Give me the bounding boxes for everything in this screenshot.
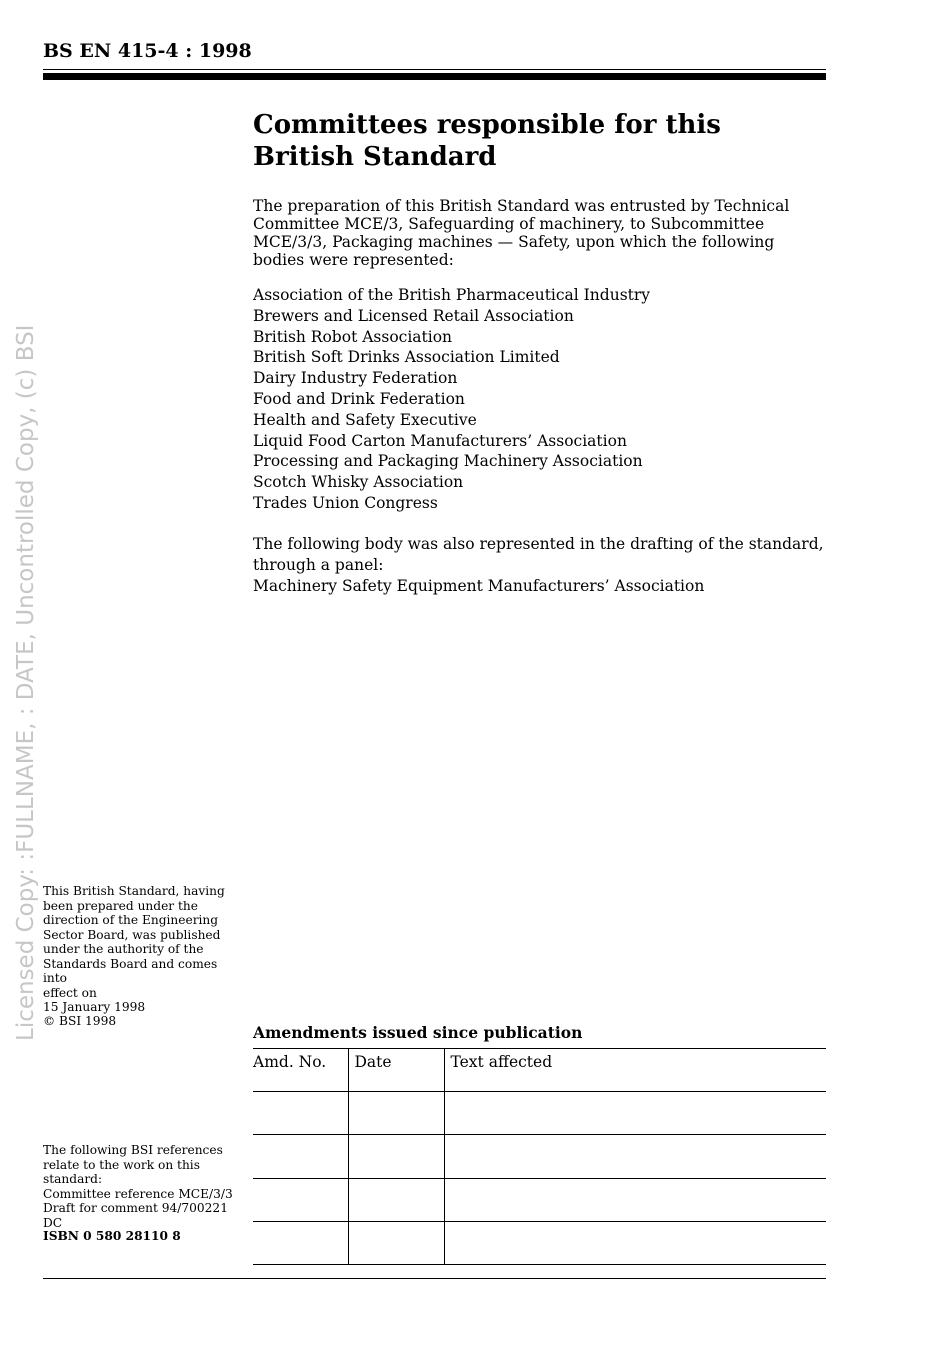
table-cell <box>348 1221 444 1264</box>
represented-bodies-list <box>253 285 650 514</box>
list-item: Dairy Industry Federation <box>253 369 458 388</box>
publication-line: under the authority of the <box>43 942 204 956</box>
list-item: Brewers and Licensed Retail Association <box>253 306 574 325</box>
title-line: Committees responsible for this <box>253 110 721 140</box>
publication-line: Standards Board and comes into <box>43 956 218 985</box>
column-header-text-affected: Text affected <box>444 1049 826 1092</box>
title-line: British Standard <box>253 142 497 172</box>
table-cell <box>253 1092 348 1135</box>
list-item: British Soft Drinks Association Limited <box>253 348 560 367</box>
publication-line: 15 January 1998 <box>43 1000 146 1014</box>
list-item: Health and Safety Executive <box>253 410 477 429</box>
footer-rule <box>43 1278 826 1279</box>
table-cell <box>444 1178 826 1221</box>
table-cell <box>253 1221 348 1264</box>
table-row <box>253 1221 826 1264</box>
table-cell <box>348 1135 444 1178</box>
amendments-title: Amendments issued since publication <box>253 1023 583 1042</box>
publication-note <box>43 884 243 1015</box>
bsi-references <box>43 1143 243 1230</box>
panel-body: Machinery Safety Equipment Manufacturers’ Association <box>253 576 705 595</box>
intro-paragraph: The preparation of this British Standard was entrusted by Technical Committee MCE/3, Safeguarding of machinery, to Subcommittee MCE/3/3, Packaging machines — Safety, upon which the following bodies were represented: <box>253 197 790 269</box>
reference-line: Committee reference MCE/3/3 <box>43 1186 233 1201</box>
table-cell <box>444 1221 826 1264</box>
page-title <box>253 109 813 173</box>
reference-line: Draft for comment 94/700221 DC <box>43 1201 228 1230</box>
publication-line: Sector Board, was published <box>43 927 221 942</box>
list-item: Association of the British Pharmaceutical Industry <box>253 286 651 304</box>
publication-line: direction of the Engineering <box>43 913 219 927</box>
table-cell <box>348 1178 444 1221</box>
table-cell <box>253 1135 348 1178</box>
copyright-notice: © BSI 1998 <box>43 1014 117 1028</box>
table-cell <box>444 1135 826 1178</box>
header-thick-rule <box>43 73 826 80</box>
table-row <box>253 1135 826 1178</box>
table-row <box>253 1092 826 1135</box>
list-item: British Robot Association <box>253 327 453 346</box>
reference-line: standard: <box>43 1172 103 1186</box>
publication-line: effect on <box>43 985 97 1000</box>
table-row <box>253 1178 826 1221</box>
list-item: Scotch Whisky Association <box>253 473 464 492</box>
amendments-table <box>253 1048 826 1265</box>
reference-line: relate to the work on this <box>43 1157 200 1172</box>
reference-line: The following BSI references <box>43 1143 223 1157</box>
header-thin-rule <box>43 69 826 70</box>
list-item: Trades Union Congress <box>253 493 438 512</box>
table-header-row <box>253 1049 826 1092</box>
isbn: ISBN 0 580 28110 8 <box>43 1229 181 1243</box>
column-header-amd-no: Amd. No. <box>253 1049 348 1092</box>
table-cell <box>444 1092 826 1135</box>
list-item: Processing and Packaging Machinery Association <box>253 452 643 471</box>
panel-note <box>253 534 828 596</box>
table-cell <box>348 1092 444 1135</box>
document-id: BS EN 415-4 : 1998 <box>43 40 252 62</box>
list-item: Food and Drink Federation <box>253 389 465 408</box>
license-watermark: Licensed Copy: :FULLNAME, : DATE, Uncontrolled Copy, (c) BSI <box>13 324 39 1041</box>
publication-line: This British Standard, having <box>43 884 225 898</box>
panel-note-text: The following body was also represented in the drafting of the standard, through a panel: <box>253 535 824 574</box>
publication-line: been prepared under the <box>43 898 198 913</box>
list-item: Liquid Food Carton Manufacturers’ Association <box>253 431 627 450</box>
table-cell <box>253 1178 348 1221</box>
column-header-date: Date <box>348 1049 444 1092</box>
